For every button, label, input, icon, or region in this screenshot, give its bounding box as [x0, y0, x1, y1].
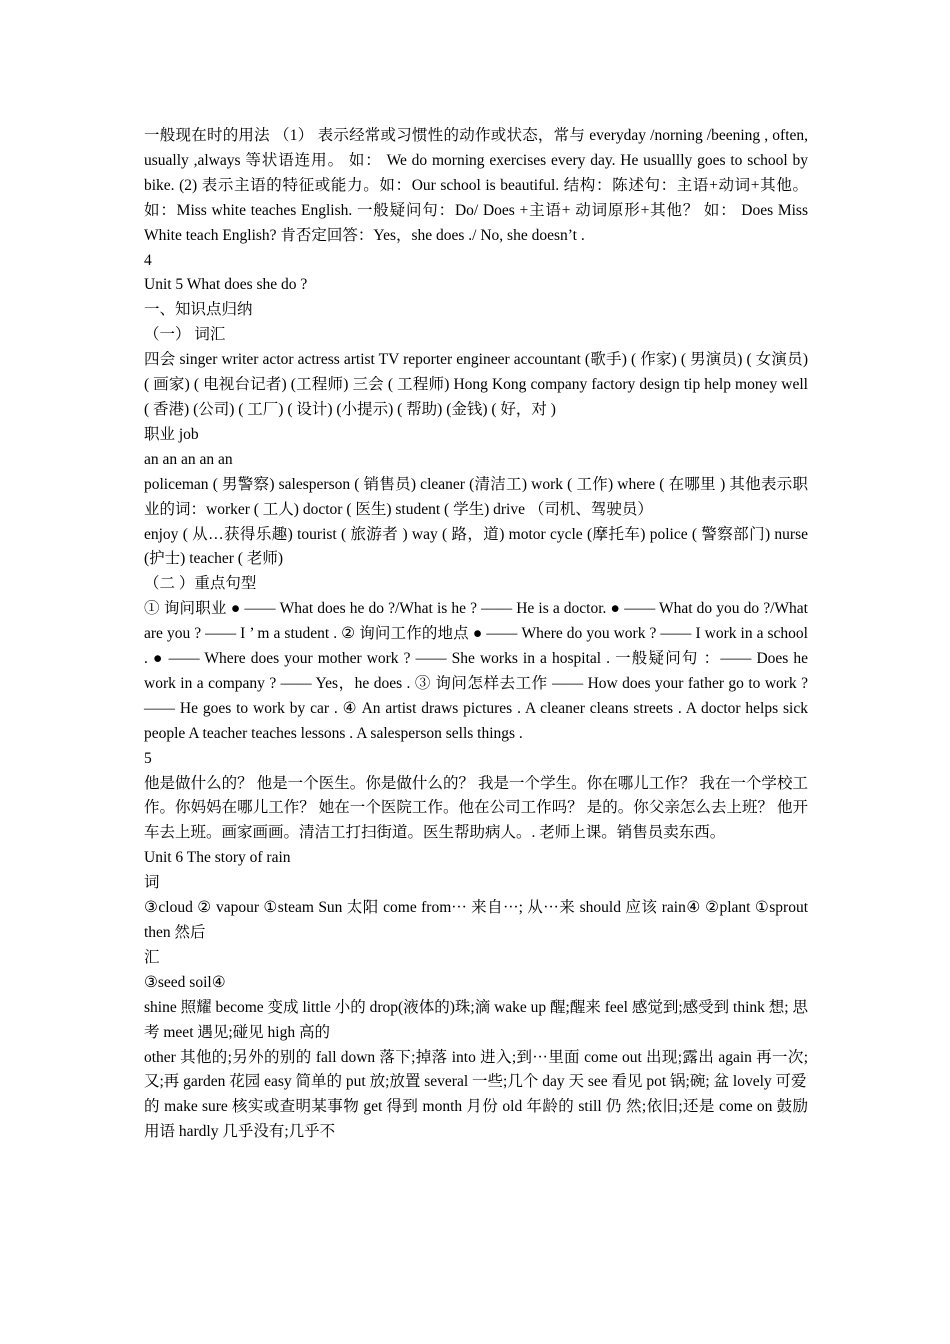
- text-line: an an an an an: [144, 450, 233, 468]
- sentence-patterns-paragraph: ① 询问职业 ● —— What does he do ?/What is he ? —— He is a doctor. ● —— What do you do ?/What are you ? —— I ’ m a student . ② 询问工作的地点 ● —— Where do you work ? —— I work in a school . ● —— Where does your mother work ? —— She works in a hospital . 一般疑问句 ：—— Does he work in a company ? —— Yes，he does . ③ 询问怎样去工作 —— How does your father go to work ? —— He goes to work by car . ④ An artist draws pictures . A cleaner cleans streets . A doctor helps sick people A teacher teaches lessons . A salesperson sells things .: [144, 600, 808, 742]
- grammar-paragraph: 一般现在时的用法 （1） 表示经常或习惯性的动作或状态，常与 everyday /norning /beening , often, usually ,always 等状语连用。 如： We do morning exercises every day. He usuallly goes to school by bike. (2) 表示主语的特征或能力。如：Our school is beautiful. 结构：陈述句：主语+动词+其他。如：Miss white teaches English. 一般疑问句：Do/ Does +主语+ 动词原形+其他？ 如： Does Miss White teach English? 肯否定回答：Yes，she does ./ No, she doesn’t .: [144, 127, 808, 244]
- text-line: ③seed soil④: [144, 973, 226, 991]
- unit-title: Unit 6 The story of rain: [144, 849, 291, 867]
- subsection-heading: （二 ）重点句型: [144, 575, 257, 593]
- document-page: [144, 124, 808, 1145]
- vocabulary-paragraph: other 其他的;另外的别的 fall down 落下;掉落 into 进入;到···里面 come out 出现;露出 again 再一次;又;再 garden 花园 easy 简单的 put 放;放置 several 一些;几个 day 天 see 看见 pot 锅;碗; 盆 lovely 可爱: [144, 1048, 808, 1091]
- section-heading: 一、知识点归纳: [144, 301, 253, 319]
- page-number: 4: [144, 251, 152, 269]
- translation-paragraph: 他是做什么的？ 他是一个医生。你是做什么的？ 我是一个学生。你在哪儿工作？ 我在一个学校工作。你妈妈在哪儿工作？ 她在一个医院工作。他在公司工作吗？ 是的。你父亲怎么去上班？ 他开车去上班。画家画画。清洁工打扫街道。医生帮助病人。. 老师上课。销售员卖东西。: [144, 774, 808, 842]
- text-line: 职业 job: [144, 425, 199, 443]
- vocabulary-paragraph: 四会 singer writer actor actress artist TV reporter engineer accountant (歌手) ( 作家) ( 男演员) ( 女演员) ( 画家) ( 电视台记者) (工程师) 三会 ( 工程师) Hong Kong company factory design tip help money well ( 香港) (公司) ( 工厂) ( 设计) (小提示) ( 帮助) (金钱) ( 好，对 ): [144, 351, 808, 418]
- vocabulary-paragraph: policeman ( 男警察) salesperson ( 销售员) cleaner (清洁工) work ( 工作) where ( 在哪里 ) 其他表示职业的词：worker ( 工人) doctor ( 医生) student ( 学生) drive （司机、驾驶员）: [144, 475, 808, 518]
- text-line: 汇: [144, 948, 160, 966]
- unit-title: Unit 5 What does she do ?: [144, 276, 308, 294]
- subsection-heading: （一） 词汇: [144, 326, 226, 344]
- page-number: 5: [144, 749, 152, 767]
- vocabulary-paragraph: shine 照耀 become 变成 little 小的 drop(液体的)珠;滴 wake up 醒;醒来 feel 感觉到;感受到 think 想; 思考 meet 遇见;碰见 high 高的: [144, 998, 808, 1041]
- vocabulary-paragraph: ③cloud ② vapour ①steam Sun 太阳 come from··· 来自···; 从···来 should 应该 rain④ ②plant ①sprout then 然后: [144, 899, 808, 941]
- vocabulary-paragraph: enjoy ( 从…获得乐趣) tourist ( 旅游者 ) way ( 路，道) motor cycle (摩托车) police ( 警察部门) nurse (护士) teacher ( 老师): [144, 525, 808, 568]
- text-line: 词: [144, 874, 160, 892]
- vocabulary-paragraph: 的 make sure 核实或查明某事物 get 得到 month 月份 old 年龄的 still 仍 然;依旧;还是 come on 鼓励用语 hardly 几乎没有;几乎不: [144, 1098, 808, 1141]
